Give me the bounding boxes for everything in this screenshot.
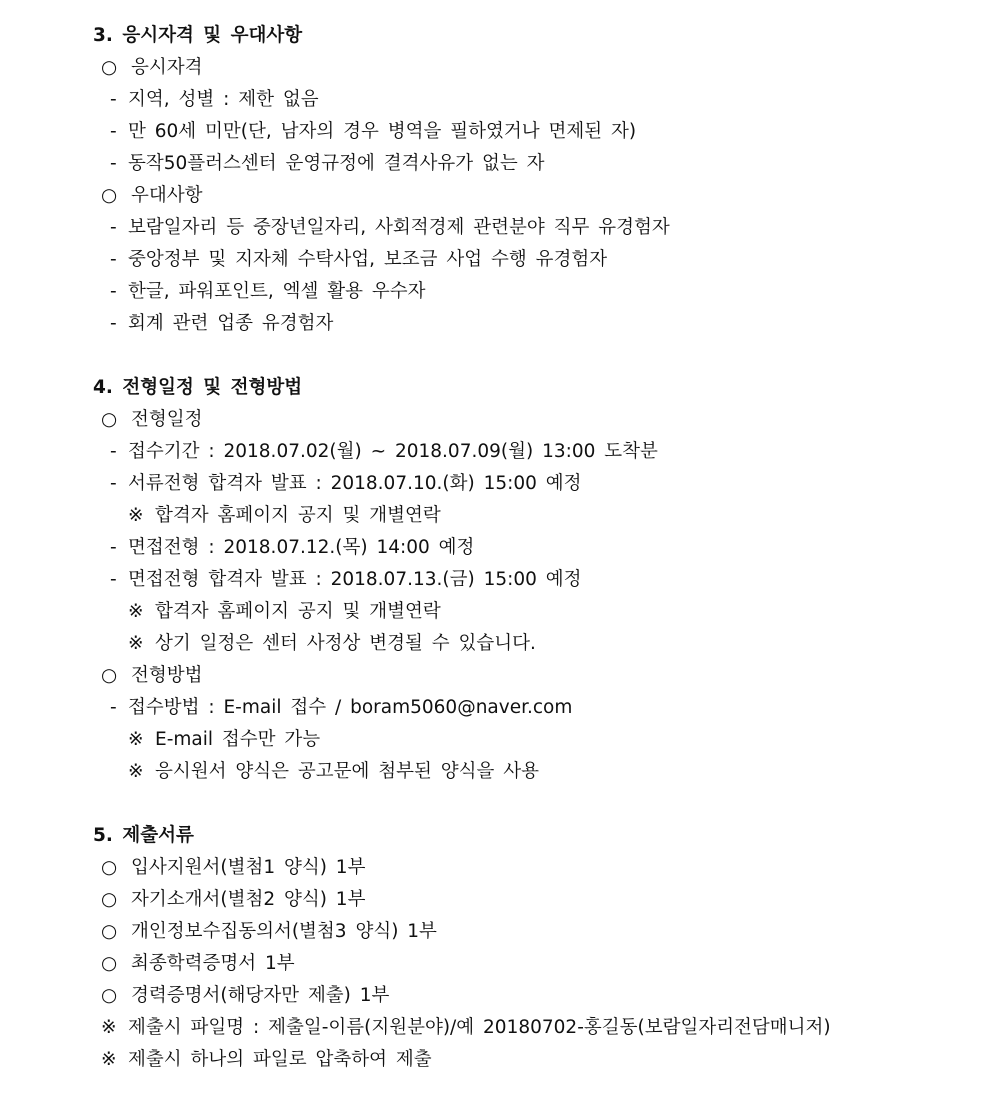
document-name: 경력증명서(해당자만 제출) 1부 <box>131 985 390 1006</box>
dash-bullet-icon: - <box>110 281 117 302</box>
circle-bullet-icon: ○ <box>101 857 118 878</box>
circle-bullet-icon: ○ <box>101 921 118 942</box>
method-label: 전형방법 <box>131 665 203 686</box>
method-note <box>0 724 990 756</box>
receipt-method-text: 접수방법 : E-mail 접수 / boram5060@naver.com <box>128 697 573 718</box>
dash-bullet-icon: - <box>110 121 117 142</box>
schedule-label: 전형일정 <box>131 409 203 430</box>
schedule-note <box>0 596 990 628</box>
qualification-item-text: 만 60세 미만(단, 남자의 경우 병역을 필하였거나 면제된 자) <box>128 121 637 142</box>
section5-heading: 5. 제출서류 <box>93 825 194 846</box>
schedule-item <box>0 564 990 596</box>
document-page <box>0 20 990 1076</box>
reference-mark-icon: ※ <box>101 1017 117 1038</box>
reference-mark-icon: ※ <box>128 633 144 654</box>
qualification-label: 응시자격 <box>131 57 203 78</box>
submission-note <box>0 1044 990 1076</box>
circle-bullet-icon: ○ <box>101 953 118 974</box>
preference-item <box>0 212 990 244</box>
qualification-item <box>0 116 990 148</box>
filename-note-text: 제출시 파일명 : 제출일-이름(지원분야)/예 20180702-홍길동(보람일자리전담매니저) <box>128 1017 831 1038</box>
preference-group-title <box>0 180 990 212</box>
preference-item <box>0 276 990 308</box>
preference-item <box>0 308 990 340</box>
qualification-item-text: 지역, 성별 : 제한 없음 <box>128 89 319 110</box>
form-note-text: 응시원서 양식은 공고문에 첨부된 양식을 사용 <box>155 761 539 782</box>
document-name: 자기소개서(별첨2 양식) 1부 <box>131 889 366 910</box>
schedule-note <box>0 500 990 532</box>
change-note-text: 상기 일정은 센터 사정상 변경될 수 있습니다. <box>155 633 536 654</box>
circle-bullet-icon: ○ <box>101 57 118 78</box>
dash-bullet-icon: - <box>110 217 117 238</box>
dash-bullet-icon: - <box>110 313 117 334</box>
interview-text: 면접전형 : 2018.07.12.(목) 14:00 예정 <box>128 537 475 558</box>
method-note <box>0 756 990 788</box>
document-list-item <box>0 948 990 980</box>
circle-bullet-icon: ○ <box>101 889 118 910</box>
dash-bullet-icon: - <box>110 569 117 590</box>
dash-bullet-icon: - <box>110 89 117 110</box>
circle-bullet-icon: ○ <box>101 985 118 1006</box>
qualification-item <box>0 148 990 180</box>
preference-item-text: 한글, 파워포인트, 엑셀 활용 우수자 <box>128 281 426 302</box>
section3-heading: 3. 응시자격 및 우대사항 <box>93 25 303 46</box>
interview-result-note-text: 합격자 홈페이지 공지 및 개별연락 <box>155 601 441 622</box>
dash-bullet-icon: - <box>110 697 117 718</box>
receipt-period-text: 접수기간 : 2018.07.02(월) ~ 2018.07.09(월) 13:00 도착분 <box>128 441 658 462</box>
document-name: 최종학력증명서 1부 <box>131 953 295 974</box>
document-name: 개인정보수집동의서(별첨3 양식) 1부 <box>131 921 437 942</box>
email-only-note-text: E-mail 접수만 가능 <box>155 729 321 750</box>
dash-bullet-icon: - <box>110 153 117 174</box>
document-list-item <box>0 916 990 948</box>
qualification-group-title <box>0 52 990 84</box>
schedule-group-title <box>0 404 990 436</box>
dash-bullet-icon: - <box>110 441 117 462</box>
dash-bullet-icon: - <box>110 249 117 270</box>
preference-item-text: 중앙정부 및 지자체 수탁사업, 보조금 사업 수행 유경험자 <box>128 249 608 270</box>
compress-note-text: 제출시 하나의 파일로 압축하여 제출 <box>128 1049 432 1070</box>
reference-mark-icon: ※ <box>128 761 144 782</box>
preference-item <box>0 244 990 276</box>
schedule-note <box>0 628 990 660</box>
reference-mark-icon: ※ <box>128 505 144 526</box>
schedule-item <box>0 532 990 564</box>
section4-heading: 4. 전형일정 및 전형방법 <box>93 377 303 398</box>
qualification-item-text: 동작50플러스센터 운영규정에 결격사유가 없는 자 <box>128 153 545 174</box>
schedule-item <box>0 468 990 500</box>
document-result-text: 서류전형 합격자 발표 : 2018.07.10.(화) 15:00 예정 <box>128 473 582 494</box>
circle-bullet-icon: ○ <box>101 409 118 430</box>
interview-result-text: 면접전형 합격자 발표 : 2018.07.13.(금) 15:00 예정 <box>128 569 582 590</box>
circle-bullet-icon: ○ <box>101 185 118 206</box>
preference-label: 우대사항 <box>131 185 203 206</box>
document-list-item <box>0 884 990 916</box>
reference-mark-icon: ※ <box>101 1049 117 1070</box>
document-name: 입사지원서(별첨1 양식) 1부 <box>131 857 366 878</box>
schedule-item <box>0 436 990 468</box>
qualification-item <box>0 84 990 116</box>
reference-mark-icon: ※ <box>128 729 144 750</box>
document-list-item <box>0 980 990 1012</box>
circle-bullet-icon: ○ <box>101 665 118 686</box>
submission-note <box>0 1012 990 1044</box>
document-list-item <box>0 852 990 884</box>
method-item <box>0 692 990 724</box>
dash-bullet-icon: - <box>110 537 117 558</box>
document-result-note-text: 합격자 홈페이지 공지 및 개별연락 <box>155 505 441 526</box>
method-group-title <box>0 660 990 692</box>
section-spacer <box>0 788 990 820</box>
reference-mark-icon: ※ <box>128 601 144 622</box>
section-spacer <box>0 340 990 372</box>
dash-bullet-icon: - <box>110 473 117 494</box>
preference-item-text: 보람일자리 등 중장년일자리, 사회적경제 관련분야 직무 유경험자 <box>128 217 670 238</box>
preference-item-text: 회계 관련 업종 유경험자 <box>128 313 334 334</box>
